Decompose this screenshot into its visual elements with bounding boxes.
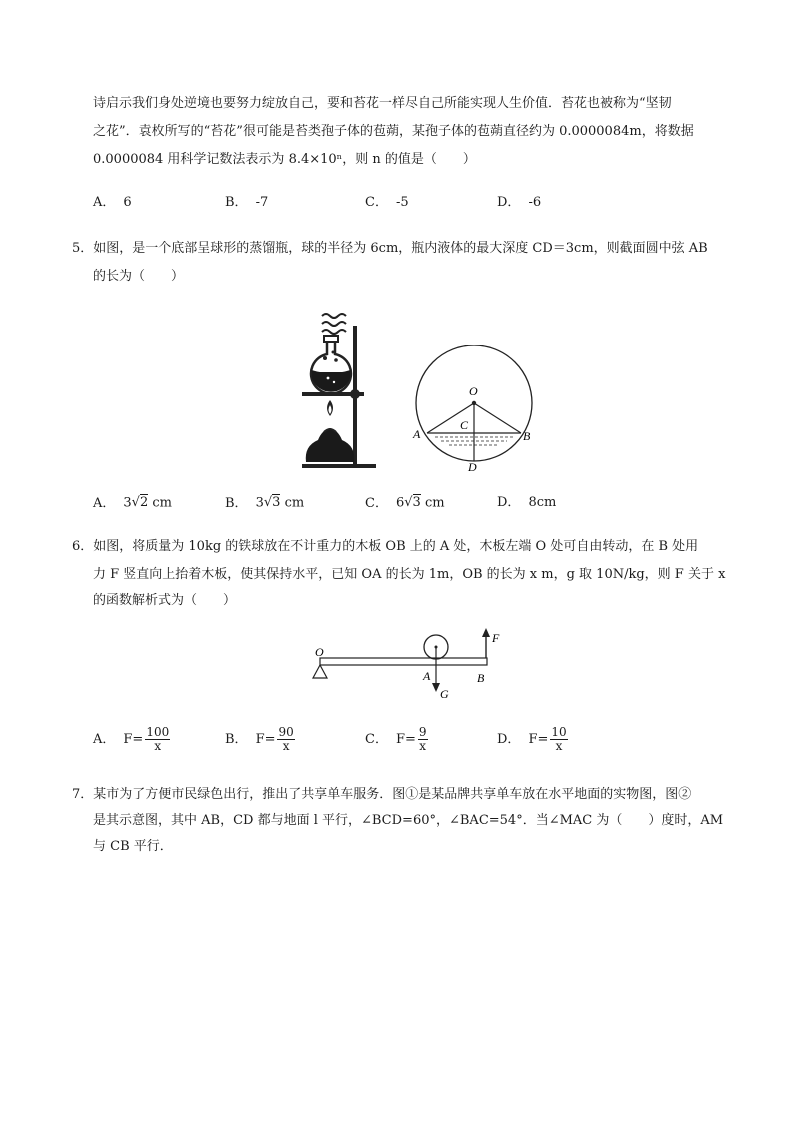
q7-line-1: 7．某市为了方便市民绿色出行，推出了共享单车服务．图①是某品牌共享单车放在水平地面的实物图，图② xyxy=(72,787,692,802)
q6-line-3: 的函数解析式为（ ） xyxy=(93,593,237,608)
label-a: A xyxy=(413,427,421,441)
label-o: O xyxy=(469,384,478,398)
sqrt-symbol: √2 xyxy=(131,495,149,510)
intro-option-d: D． -6 xyxy=(497,195,542,210)
q6-option-a: A． F= $\frac{100}{x}$ xyxy=(93,725,170,753)
q6-line-2: 力 F 竖直向上抬着木板，使其保持水平，已知 OA 的长为 1m，OB 的长为 x m，g 取 10N/kg，则 F 关于 x xyxy=(93,567,726,582)
q6-option-b: B． F= $\frac{90}{x}$ xyxy=(225,725,294,753)
q5-option-c: C． 6√3 cm xyxy=(365,495,445,511)
fraction: $\frac{10}{x}$ xyxy=(551,725,567,753)
intro-line-1: 诗启示我们身处逆境也要努力绽放自己，要和苔花一样尽自己所能实现人生价值．苔花也被称为“坚韧 xyxy=(93,96,672,111)
q7-line-3: 与 CB 平行． xyxy=(93,839,173,854)
lever-figure xyxy=(305,628,505,703)
q5-option-d: D． 8cm xyxy=(497,495,557,510)
fraction: $\frac{90}{x}$ xyxy=(278,725,294,753)
sqrt-symbol: √3 xyxy=(404,495,421,510)
sqrt-symbol: √3 xyxy=(263,495,281,510)
fraction: $\frac{100}{x}$ xyxy=(146,725,170,753)
label-g: G xyxy=(440,687,449,701)
intro-option-c: C． -5 xyxy=(365,195,409,210)
pivot-triangle xyxy=(313,665,327,678)
q5-option-b: B． 3√3 cm xyxy=(225,495,305,511)
q5-line-2: 的长为（ ） xyxy=(93,269,185,284)
board-ob xyxy=(320,658,487,665)
intro-option-b: B． -7 xyxy=(225,195,269,210)
label-o: O xyxy=(315,645,324,659)
circle-cross-section-figure xyxy=(405,345,535,485)
label-b: B xyxy=(477,671,485,685)
q5-line-1: 5．如图，是一个底部呈球形的蒸馏瓶，球的半径为 6cm，瓶内液体的最大深度 CD＝3cm，则截面圆中弦 AB xyxy=(72,241,708,256)
label-c: C xyxy=(460,418,469,432)
label-b: B xyxy=(523,429,531,443)
intro-line-2: 之花”．袁枚所写的“苔花”很可能是苔类孢子体的苞蒴，某孢子体的苞蒴直径约为 0.0000084m，将数据 xyxy=(93,124,694,139)
intro-option-a: A． 6 xyxy=(93,195,132,210)
distillation-flask-figure xyxy=(298,308,398,468)
q6-line-1: 6．如图，将质量为 10kg 的铁球放在不计重力的木板 OB 上的 A 处，木板左端 O 处可自由转动，在 B 处用 xyxy=(72,539,699,554)
label-d: D xyxy=(468,460,477,474)
label-f: F xyxy=(492,631,500,645)
label-a: A xyxy=(423,669,431,683)
intro-line-3: 0.0000084 用科学记数法表示为 8.4×10ⁿ，则 n 的值是（ ） xyxy=(93,152,476,167)
fraction: $\frac{9}{x}$ xyxy=(418,725,427,753)
q6-option-c: C． F= $\frac{9}{x}$ xyxy=(365,725,427,753)
q7-line-2: 是其示意图，其中 AB，CD 都与地面 l 平行，∠BCD=60°，∠BAC=54°．当∠MAC 为（ ）度时，AM xyxy=(93,813,724,828)
radius-ob xyxy=(474,403,521,433)
q6-option-d: D． F= $\frac{10}{x}$ xyxy=(497,725,567,753)
q5-option-a: A． 3√2 cm xyxy=(93,495,172,511)
